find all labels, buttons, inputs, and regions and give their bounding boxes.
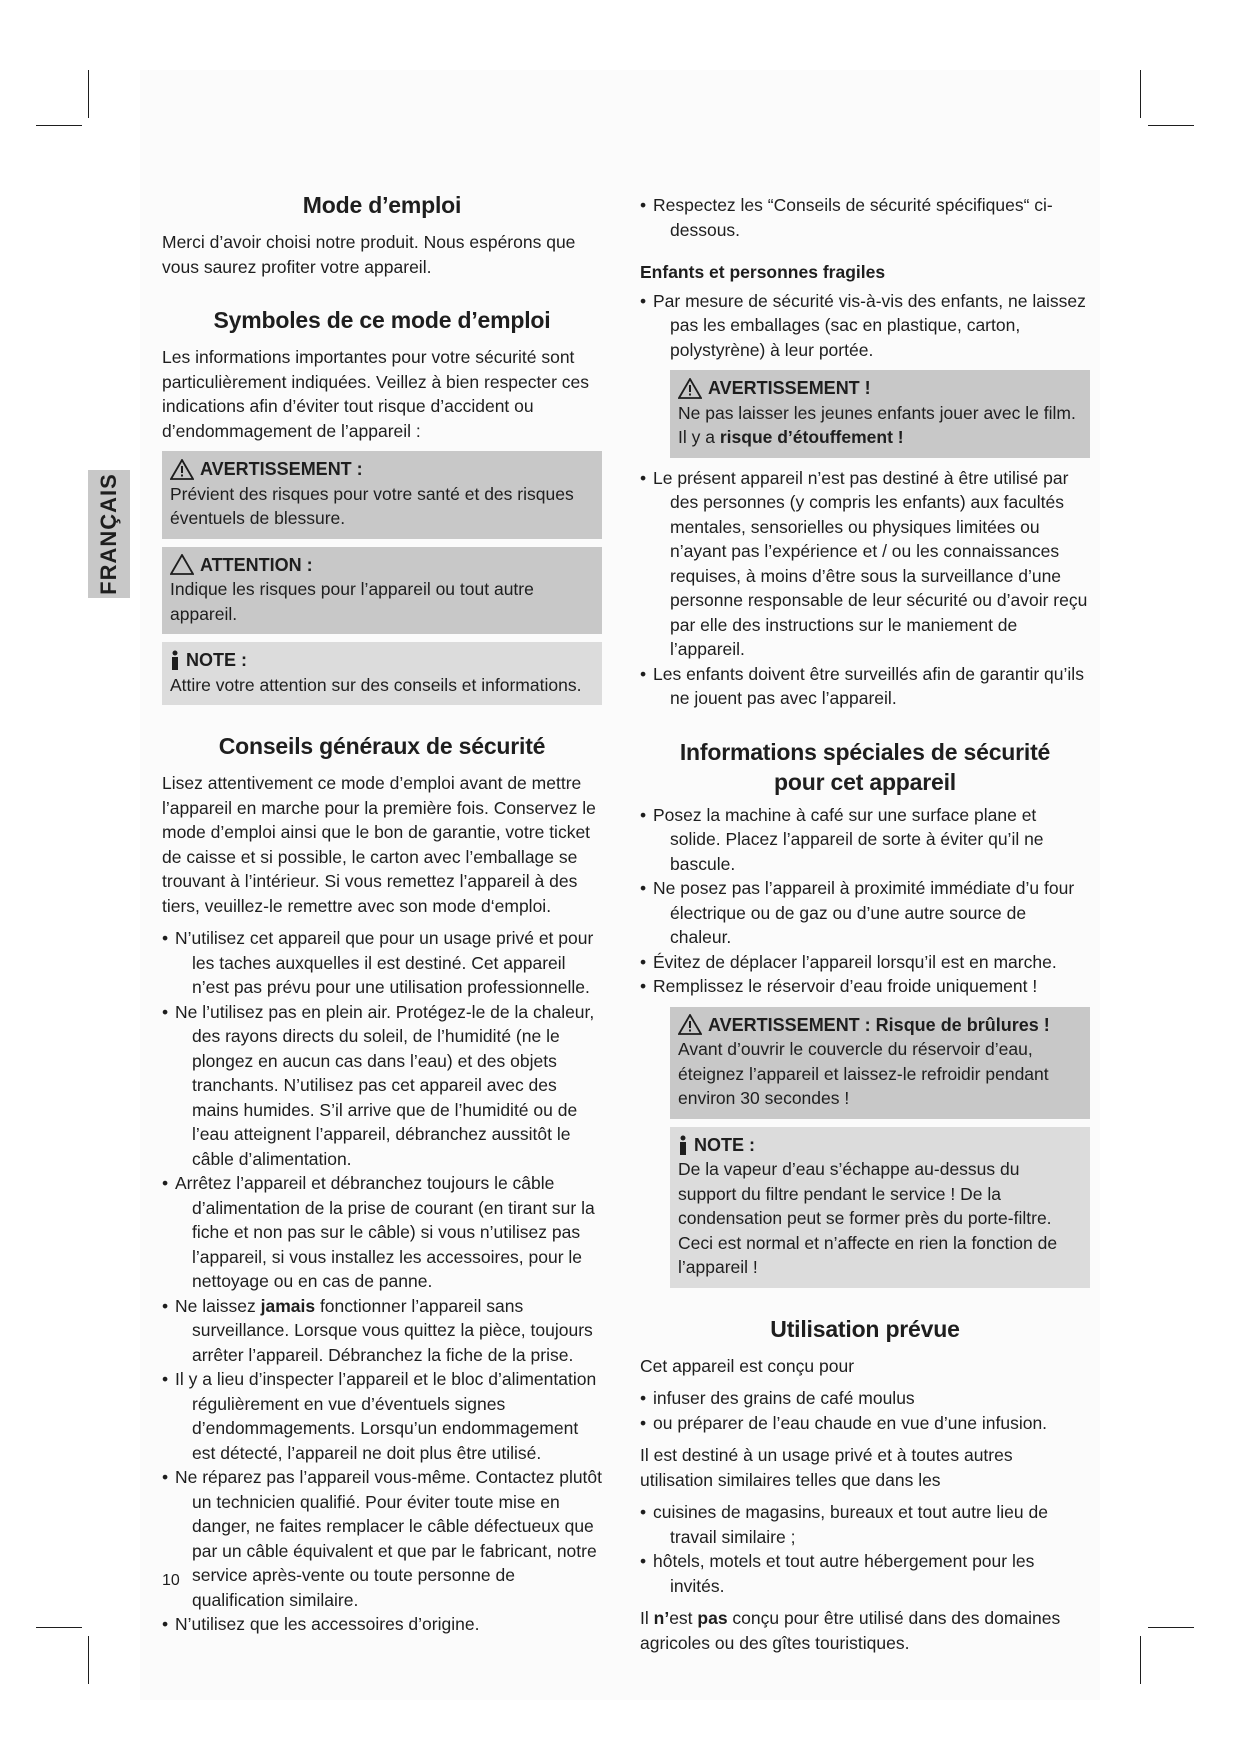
list-item: • N’utilisez que les accessoires d’origine.	[162, 1612, 602, 1637]
crop-mark	[1148, 1627, 1194, 1628]
attention-box	[162, 547, 602, 635]
children-title: Enfants et personnes fragiles	[640, 262, 886, 282]
special-safety-list	[640, 803, 1090, 999]
general-safety-title: Conseils généraux de sécurité	[218, 733, 546, 759]
usage-title: Utilisation prévue	[770, 1315, 960, 1342]
crop-mark	[88, 70, 89, 118]
note-title-right: NOTE :	[694, 1134, 755, 1155]
warning-text: Prévient des risques pour votre santé et des risques éventuels de blessure.	[170, 483, 574, 528]
usage-final: Il n’est pas conçu pour être utilisé dans des domaines agricoles ou des gîtes touristiques.	[640, 1608, 1061, 1653]
right-column	[640, 193, 1090, 1663]
note-box-right	[670, 1127, 1090, 1288]
list-item: • Respectez les “Conseils de sécurité spécifiques“ ci-dessous.	[640, 193, 1090, 242]
symbols-intro: Les informations importantes pour votre sécurité sont particulièrement indiquées. Veillez à bien respecter ces indications afin d’éviter tout risque d’accident ou d’endommagement de l’appareil :	[162, 347, 590, 441]
list-item: • ou préparer de l’eau chaude en vue d’une infusion.	[640, 1411, 1090, 1436]
general-safety-intro: Lisez attentivement ce mode d’emploi avant de mettre l’appareil en marche pour la première fois. Conservez le mode d’emploi ainsi que le bon de garantie, votre ticket de caisse et si possible, le carton avec l’emballage se trouvant à l’intérieur. Si vous remettez l’appareil à des tiers, veuillez-le remettre avec son mode d‘emploi.	[162, 773, 596, 916]
list-item: • Arrêtez l’appareil et débranchez toujours le câble d’alimentation de la prise de courant (en tirant sur la fiche et non pas sur le câble) si vous n’utilisez pas l’appareil, si vous installez les accessoires, pour le nettoyage ou en cas de panne.	[162, 1171, 602, 1294]
list-item: • Par mesure de sécurité vis-à-vis des enfants, ne laissez pas les emballages (sac en plastique, carton, polystyrène) à leur portée.	[640, 289, 1090, 363]
child-warning-box	[670, 370, 1090, 458]
burn-warning-text: Avant d’ouvrir le couvercle du réservoir d’eau, éteignez l’appareil et laissez-le refroidir pendant environ 30 secondes !	[678, 1039, 1049, 1108]
note-text-right: De la vapeur d’eau s’échappe au-dessus du support du filtre pendant le service ! De la condensation peut se former près du porte-filtre. Ceci est normal et n’affecte en rien la fonction de l’appareil !	[678, 1159, 1058, 1277]
list-item: • Remplissez le réservoir d’eau froide uniquement !	[640, 974, 1090, 999]
list-item: • Ne laissez jamais fonctionner l’appareil sans surveillance. Lorsque vous quittez la pièce, toujours arrêter l’appareil. Débranchez la fiche de la prise.	[162, 1294, 602, 1368]
warning-box	[162, 451, 602, 539]
crop-mark	[1148, 125, 1194, 126]
list-item: • Le présent appareil n’est pas destiné à être utilisé par des personnes (y compris les enfants) aux facultés mentales, sensorielles ou physiques limitées ou n’ayant pas l’expérience et / ou les connaissances requises, à moins d’être sous la surveillance d’une personne responsable de leur sécurité ou d’avoir reçu par elle des instructions sur le maniement de l’appareil.	[640, 466, 1090, 662]
attention-text: Indique les risques pour l’appareil ou tout autre appareil.	[170, 579, 534, 624]
crop-mark	[36, 125, 82, 126]
page-number: 10	[162, 1572, 180, 1589]
info-icon	[678, 1135, 688, 1155]
general-safety-list	[162, 926, 602, 1637]
list-item: • Posez la machine à café sur une surface plane et solide. Placez l’appareil de sorte à éviter qu’il ne bascule.	[640, 803, 1090, 877]
usage-text2: Il est destiné à un usage privé et à toutes autres utilisation similaires telles que dans les	[640, 1445, 1013, 1490]
special-safety-title: Informations spéciales de sécurité pour cet appareil	[679, 738, 1051, 795]
language-tab-label: FRANÇAIS	[96, 473, 122, 595]
warning-triangle-icon	[678, 378, 702, 399]
list-item: • Évitez de déplacer l’appareil lorsqu’il est en marche.	[640, 950, 1090, 975]
note-text: Attire votre attention sur des conseils et informations.	[170, 674, 582, 695]
list-item: • Ne l’utilisez pas en plein air. Protégez-le de la chaleur, des rayons directs du soleil, de l’humidité (ne le plongez en aucun cas dans l’eau) et des objets tranchants. N’utilisez pas cet appareil avec des mains humides. S’il arrive que de l’humidité ou de l’eau atteignent l’appareil, débranchez aussitôt le câble d’alimentation.	[162, 1000, 602, 1172]
child-warning-title: AVERTISSEMENT !	[708, 378, 871, 398]
note-title: NOTE :	[186, 650, 247, 670]
left-column	[162, 190, 602, 1645]
list-item: • hôtels, motels et tout autre hébergement pour les invités.	[640, 1549, 1090, 1598]
list-item: • infuser des grains de café moulus	[640, 1386, 1090, 1411]
list-item: • N’utilisez cet appareil que pour un usage privé et pour les taches auxquelles il est destiné. Cet appareil n’est pas prévu pour une utilisation professionnelle.	[162, 926, 602, 1000]
warning-triangle-icon	[170, 459, 194, 480]
crop-mark	[1140, 1636, 1141, 1684]
list-item: • Ne posez pas l’appareil à proximité immédiate d’u four électrique ou de gaz ou d’une autre source de chaleur.	[640, 876, 1090, 950]
list-item: • cuisines de magasins, bureaux et tout autre lieu de travail similaire ;	[640, 1500, 1090, 1549]
list-item: • Les enfants doivent être surveillés afin de garantir qu’ils ne jouent pas avec l’appareil.	[640, 662, 1090, 711]
child-warning-text: Ne pas laisser les jeunes enfants jouer avec le film. Il y a	[678, 402, 1076, 447]
crop-mark	[36, 1627, 82, 1628]
crop-mark	[1140, 70, 1141, 118]
info-icon	[170, 650, 180, 670]
burn-warning-title: AVERTISSEMENT : Risque de brûlures !	[708, 1014, 1050, 1035]
note-box	[162, 642, 602, 705]
list-item: • Ne réparez pas l’appareil vous-même. Contactez plutôt un technicien qualifié. Pour éviter toute mise en danger, ne faites remplacer le câble défectueux que par un câble équivalent et que par le fabricant, notre service après-vente ou toute personne de qualification similaire.	[162, 1465, 602, 1612]
symbols-title: Symboles de ce mode d’emploi	[213, 307, 551, 333]
child-warning-bold: risque d’étouffement !	[719, 427, 904, 447]
mode-title: Mode d’emploi	[302, 192, 462, 218]
language-tab	[88, 470, 130, 598]
warning-title: AVERTISSEMENT :	[200, 459, 363, 479]
burn-warning-box	[670, 1007, 1090, 1119]
list-item: • Il y a lieu d’inspecter l’appareil et le bloc d’alimentation régulièrement en vue d’éventuels signes d’endommagements. Lorsqu’un endommagement est détecté, l’appareil ne doit plus être utilisé.	[162, 1367, 602, 1465]
attention-triangle-icon	[170, 554, 194, 575]
attention-title: ATTENTION :	[200, 554, 313, 575]
mode-intro: Merci d’avoir choisi notre produit. Nous espérons que vous saurez profiter votre appareil.	[162, 232, 576, 277]
usage-intro: Cet appareil est conçu pour	[640, 1355, 855, 1376]
crop-mark	[88, 1636, 89, 1684]
warning-triangle-icon	[678, 1014, 702, 1035]
